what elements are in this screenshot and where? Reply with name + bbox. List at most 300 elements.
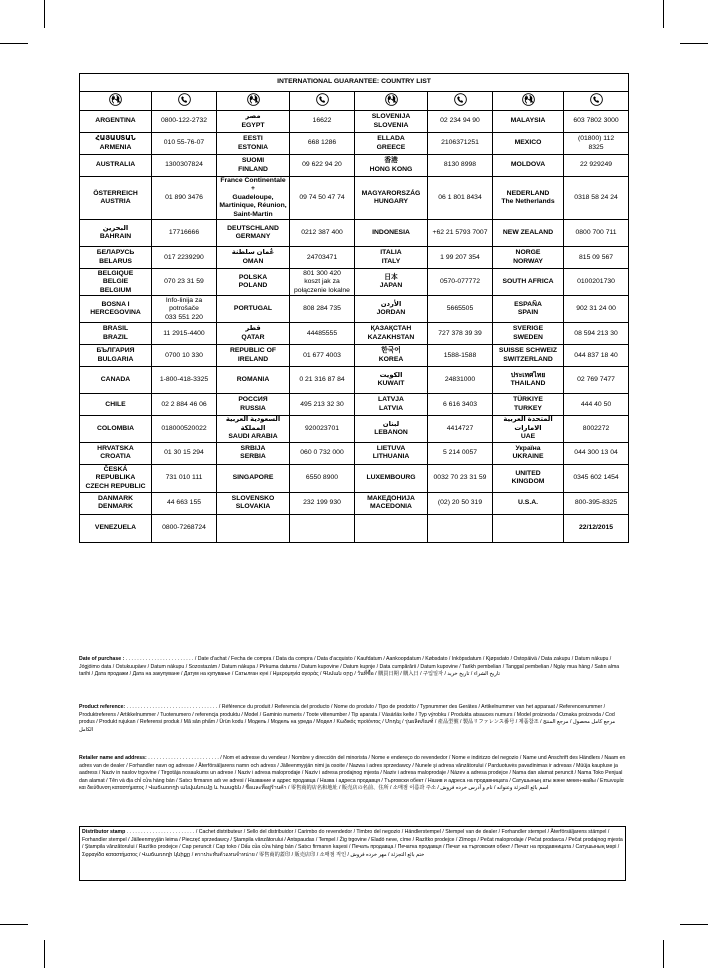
phone-number-cell	[152, 247, 217, 269]
phone-number: Info-linija za	[165, 296, 203, 304]
phone-number-cell	[152, 220, 217, 247]
phone-number: 0570-077772	[439, 278, 481, 286]
country-name: FINLAND	[238, 165, 268, 173]
country-name-cell	[217, 367, 290, 394]
country-name-cell	[493, 155, 564, 177]
phone-number: 5 214 0057	[442, 449, 478, 457]
country-name-cell	[493, 133, 564, 155]
country-name: ARMENIA	[99, 143, 132, 151]
phone-icon	[590, 93, 603, 106]
phone-number: 902 31 24 00	[576, 305, 616, 313]
phone-number-cell	[290, 345, 355, 367]
country-name: INDONESIA	[372, 229, 410, 237]
country-name-cell	[80, 492, 152, 514]
phone-number-cell	[564, 247, 629, 269]
country-name: ՀԱՅԱՍՏԱՆ	[95, 135, 136, 143]
table-row	[80, 111, 629, 133]
phone-number: 1300307824	[165, 161, 203, 169]
phone-number-cell	[152, 367, 217, 394]
country-name: SWITZERLAND	[503, 355, 553, 363]
phone-number: 24703471	[306, 253, 338, 261]
country-name-cell	[217, 442, 290, 464]
country-name-cell	[493, 177, 564, 220]
phone-number-cell	[428, 394, 493, 416]
country-name: UAE	[520, 433, 536, 441]
phone-number: 033 551 220	[165, 313, 203, 321]
country-name-cell	[217, 177, 290, 220]
country-name: HRVATSKA	[97, 444, 134, 452]
country-name-cell	[355, 269, 428, 296]
country-name-cell	[217, 394, 290, 416]
phone-number-cell	[564, 155, 629, 177]
crop-mark	[680, 924, 708, 925]
phone-number: 4414727	[446, 424, 474, 432]
country-name: SRBIJA	[240, 444, 266, 452]
page-title: INTERNATIONAL GUARANTEE: COUNTRY LIST	[80, 74, 629, 92]
country-name: MALAYSIA	[510, 117, 546, 125]
phone-number: 0800 700 711	[575, 229, 617, 237]
phone-number-cell	[428, 345, 493, 367]
country-name-cell	[80, 155, 152, 177]
country-name: BELARUS	[99, 257, 132, 265]
country-name-cell	[80, 442, 152, 464]
table-row	[80, 345, 629, 367]
country-name-cell	[217, 416, 290, 442]
country-name: SLOVAKIA	[235, 503, 271, 511]
country-name: KUWAIT	[377, 380, 405, 388]
country-name-cell	[80, 247, 152, 269]
phone-number: 668 1286	[307, 139, 337, 147]
icon-cell	[217, 92, 290, 111]
country-name: THAILAND	[510, 380, 546, 388]
icon-cell	[355, 92, 428, 111]
phone-number-cell	[428, 220, 493, 247]
phone-number: +62 21 5793 7007	[432, 229, 488, 237]
country-name: MEXICO	[514, 139, 542, 147]
country-name: الأردن	[380, 300, 402, 308]
country-name: LUXEMBOURG	[366, 474, 416, 482]
country-name: SERBIA	[240, 453, 266, 461]
country-name: GREECE	[376, 143, 406, 151]
phone-number-cell	[564, 464, 629, 492]
phone-number: 24831000	[444, 376, 476, 384]
phone-number-cell	[428, 177, 493, 220]
country-name-cell	[493, 464, 564, 492]
phone-number-cell	[428, 492, 493, 514]
country-name-cell	[493, 220, 564, 247]
phone-icon	[178, 93, 191, 106]
country-name: БЕЛАРУСЬ	[96, 249, 135, 257]
stamp-text: . . . . . . . . . . . . . . . . . . . . . . . . / Cachet distributeur / Sello del distribuidor / Carimbo do revendedor / Timbro del negozio / Händlerstempel / Stempel van de dealer / Forhandler stempel / Återförsäljarens stämpel / Forhandler stempel / Jälleenmyyjän leima / Pieczęć sprzedawcy / Ştampila vânzătorului / Antspaudas / Tempel / Žig trgovine / Eladó neve, címe / Razítko prodejce / Zīmogs / Pečat maloprodaje / Pečat prodavca / Pečat prodajnog mjesta / Ştampila vânzătorului / Razítko prodejce / Cap peruncit / Cap toko / Dấu của cửa hàng bán / Satıcı firmanın kaşesi / Печать продавца / Печатка продавця / Печат на търговския обект / Печат на продавницата / Сатушының мөрі / Σφραγίδα καταστήματος / Վաճառողի կնիքը / ตราประทับตัวแทนจำหน่าย / 零售商的蓋印 / 販売店印 / 소매점 직인 / ختم بائع التجزئة / مهر خرده فروش	[82, 829, 623, 858]
phone-number: 0 21 316 87 84	[299, 376, 345, 384]
country-name: The Netherlands	[501, 198, 555, 206]
country-name-cell	[493, 296, 564, 323]
country-name: SPAIN	[517, 309, 539, 317]
phone-number-cell	[290, 296, 355, 323]
country-name: SWEDEN	[513, 333, 543, 341]
country-name-cell	[355, 394, 428, 416]
phone-number: 8002272	[582, 424, 610, 432]
table-row	[80, 247, 629, 269]
purchase-text: . . . . . . . . . . . . . . . . . . . . . . . . / Date d'achat / Fecha de compra / Data da compra / Data d'acquisto / Kaufdatum / Aankoopdatum / Købsdato / Inköpsdatum / Kjøpsdato / Ostopäivä / Data zakupu / Datum nákupu / Jógjóimo data / Ostukuupäev / Datum nákupu / Sozostazám / Datum nákupa / Pirkuma datums / Datum kupovine / Datum kupnje / Data cumpărării / Datum kupovine / Tarikh pembelian / Tanggal pembelian / Ngày mua hàng / Satın alma tarihi / Дата продажи / Дата на закупуване / Датум на купување / Сатылған күні / Ημερομηνία αγοράς / Գնման օրը / วันที่ซื้อ / 購買日期 / 購入日 / 구입일자 / تاريخ الشراء / تاريخ خرید	[79, 656, 620, 678]
country-name-cell	[80, 514, 152, 542]
country-name: BRAZIL	[103, 333, 128, 341]
country-name: AUSTRALIA	[95, 161, 136, 169]
country-name: BELGIQUE	[97, 269, 134, 277]
country-name: UNITED	[515, 469, 541, 477]
guarantee-sheet	[79, 73, 628, 543]
country-name: ARGENTINA	[95, 117, 136, 125]
phone-number: 1 99 207 354	[440, 253, 480, 261]
phone-number: 1-800-418-3325	[159, 376, 209, 384]
phone-number: 09 622 94 20	[302, 161, 342, 169]
table-row	[80, 514, 629, 542]
country-name-cell	[217, 133, 290, 155]
phone-number-cell	[564, 442, 629, 464]
country-name: السعودية العربية المملكة	[225, 416, 281, 432]
phone-number: 603 7802 3000	[573, 117, 619, 125]
crop-mark	[44, 940, 45, 968]
phone-number-cell	[290, 514, 355, 542]
phone-number-cell	[152, 345, 217, 367]
country-name: Saint-Martin	[233, 210, 273, 218]
country-name: CROATIA	[100, 453, 131, 461]
country-name-cell	[217, 492, 290, 514]
phone-number: 02 2 884 46 06	[161, 400, 207, 408]
country-name-cell	[217, 155, 290, 177]
stamp-label: Distributor stamp	[82, 829, 126, 835]
phone-number-cell	[564, 133, 629, 155]
country-name: Україна	[515, 444, 541, 452]
phone-number: 44 663 155	[166, 499, 202, 507]
country-name-cell	[217, 269, 290, 296]
country-name: 한국어	[381, 347, 401, 355]
phone-number: 11 2915-4400	[163, 329, 205, 337]
phone-number: 0700 10 330	[165, 351, 203, 359]
country-name: المتحدة العربية الامارات	[503, 416, 553, 432]
country-name: BELGIE	[102, 278, 129, 286]
phone-number: 6 616 3403	[442, 400, 478, 408]
phone-number-cell	[152, 111, 217, 133]
phone-number: 44485555	[306, 329, 338, 337]
country-name: Martinique, Réunion,	[219, 202, 287, 210]
country-name: РОССИЯ	[238, 396, 268, 404]
phone-number-cell	[564, 367, 629, 394]
country-name: CANADA	[100, 376, 131, 384]
country-name: ประเทศไทย	[510, 371, 546, 379]
icon-cell	[290, 92, 355, 111]
phone-number-cell	[152, 442, 217, 464]
phone-number-cell	[564, 296, 629, 323]
phone-number-cell	[152, 492, 217, 514]
phone-number: 08 594 213 30	[574, 329, 618, 337]
phone-number-cell	[428, 296, 493, 323]
country-name-cell	[493, 416, 564, 442]
phone-number-cell	[290, 394, 355, 416]
country-name-cell	[217, 247, 290, 269]
icon-cell	[493, 92, 564, 111]
country-name-cell	[493, 367, 564, 394]
phone-number-cell	[564, 177, 629, 220]
country-name: LATVIA	[378, 404, 404, 412]
country-name-cell	[355, 514, 428, 542]
phone-number-cell	[290, 133, 355, 155]
country-name-cell	[355, 111, 428, 133]
phone-number: 1588-1588	[443, 351, 477, 359]
phone-number-cell	[428, 416, 493, 442]
country-name-cell	[217, 464, 290, 492]
country-name-cell	[493, 247, 564, 269]
country-name-cell	[355, 323, 428, 345]
table-row	[80, 367, 629, 394]
country-name: ESTONIA	[237, 143, 269, 151]
country-name-cell	[80, 416, 152, 442]
country-name-cell	[493, 269, 564, 296]
phone-number: 22 929249	[579, 161, 613, 169]
country-name-cell	[217, 220, 290, 247]
phone-number-cell	[290, 111, 355, 133]
country-name-cell	[355, 442, 428, 464]
country-name-cell	[80, 367, 152, 394]
country-name: HUNGARY	[373, 198, 409, 206]
country-name: BELGIUM	[99, 286, 132, 294]
phone-number-cell	[564, 111, 629, 133]
phone-number: koszt jak za	[304, 278, 340, 286]
country-name: ITALY	[381, 257, 401, 265]
phone-number-cell	[428, 464, 493, 492]
country-name-cell	[80, 133, 152, 155]
phone-number: 5665505	[446, 305, 474, 313]
country-name: NEDERLAND	[506, 189, 550, 197]
table-row	[80, 133, 629, 155]
phone-number: 808 284 735	[303, 305, 341, 313]
country-name-cell	[493, 492, 564, 514]
phone-icon	[454, 93, 467, 106]
country-name: BOSNA I	[101, 300, 130, 308]
country-name: ELLADA	[377, 135, 405, 143]
phone-number-cell	[428, 269, 493, 296]
icon-cell	[428, 92, 493, 111]
globe-icon	[522, 93, 535, 106]
retailer-text: . . . . . . . . . . . . . . . . . . . . . . . . . / Nom et adresse du vendeur / Nombre y dirección del minorista / Nome e endereço do revendedor / Nome e indirizzo del negozio / Name und Anschrift des Händlers / Naam en adres van de dealer / Forhandler navn og adresse / Återförsäljarens namn och adress / Jälleenmyyjän nimi ja osoite / Nazwa i adres sprzedawcy / Nunele şi adresa vânzătorului / Parduotuvės pavadinimas ir adresas / Müüja kaupluse ja aadress / Naziv in naslov trgovine / Tirgotāja nosaukums un adrese / Naziv i adresa maloprodaje / Naziv i adresa prodajnog mjesta / Naziv i adresa maloprodaje / Název a adresa prodejce / Nama dan alamat peruncit / Nama Toko Penjual dan alamat / Tên và địa chỉ cửa hàng bán / Satıcı firmanın adı ve adresi / Название и адрес продавца / Назва і адреса продавця / Търговски обект / Назив и адреса на продавницата / Сатушының аты және мекен-жайы / Επωνυμία και διεύθυνση καταστήματος / Վաճառողի անվանումը և հասցեն / ชื่อและที่อยู่ร้านค้า / 零售商的店名和地址 / 販売店の名前、住所 / 소매점 이름과 주소 / اسم بائع التجزئة وعنوانه / نام و آدرس خرده فروش	[79, 755, 626, 792]
phone-number: 010 55-76-07	[163, 139, 205, 147]
phone-number: 044 300 13 04	[574, 449, 618, 457]
country-name: REPUBLIKA	[95, 474, 136, 482]
phone-number: 801 300 420	[303, 269, 341, 277]
phone-number: 0800-7268724	[162, 524, 206, 532]
phone-number-cell	[564, 269, 629, 296]
country-name: SLOVENSKO	[231, 494, 275, 502]
phone-number: 6550 8900	[305, 474, 339, 482]
phone-number: 731 010 111	[165, 474, 203, 482]
country-name-cell	[355, 247, 428, 269]
icon-cell	[80, 92, 152, 111]
country-name-cell	[80, 296, 152, 323]
country-name: OMAN	[242, 257, 264, 265]
phone-number-cell	[152, 416, 217, 442]
country-name-cell	[217, 323, 290, 345]
table-row	[80, 416, 629, 442]
phone-number-cell	[290, 323, 355, 345]
country-name: POLAND	[238, 282, 268, 290]
phone-number: 0212 387 400	[301, 229, 343, 237]
phone-number: 01 30 15 294	[164, 449, 204, 457]
country-name: BAHRAIN	[99, 233, 132, 241]
country-name-cell	[217, 111, 290, 133]
country-name: NORWAY	[513, 257, 543, 265]
country-name: AUSTRIA	[100, 198, 131, 206]
country-name: LITHUANIA	[372, 453, 410, 461]
country-name: BRASIL	[102, 325, 129, 333]
phone-number: 0032 70 23 31 59	[433, 474, 487, 482]
country-name: 香港	[384, 157, 398, 165]
country-name-cell	[80, 177, 152, 220]
table-row	[80, 220, 629, 247]
phone-number: 920023701	[304, 424, 340, 432]
crop-mark	[680, 43, 708, 44]
country-name: CHILE	[105, 400, 126, 408]
phone-number-cell	[428, 367, 493, 394]
country-name: SVERIGE	[512, 325, 544, 333]
phone-number: 17716666	[168, 229, 200, 237]
table-row	[80, 442, 629, 464]
country-name: LIETUVA	[376, 444, 406, 452]
phone-number-cell	[290, 464, 355, 492]
country-name-cell	[80, 345, 152, 367]
phone-number-cell	[428, 155, 493, 177]
phone-number: 02 234 94 90	[440, 117, 480, 125]
globe-icon	[385, 93, 398, 106]
country-name: SINGAPORE	[232, 474, 274, 482]
phone-number-cell	[152, 514, 217, 542]
phone-number-cell	[564, 416, 629, 442]
country-name: قطر	[245, 325, 261, 333]
phone-number-cell	[152, 155, 217, 177]
country-name-cell	[493, 442, 564, 464]
country-name: CZECH REPUBLIC	[85, 482, 146, 490]
phone-number-cell	[564, 394, 629, 416]
phone-number-cell	[564, 323, 629, 345]
phone-number: 044 837 18 40	[574, 351, 618, 359]
country-name-cell	[355, 296, 428, 323]
country-name: KOREA	[378, 355, 404, 363]
product-reference-note	[79, 704, 628, 748]
phone-number-cell	[152, 394, 217, 416]
globe-icon	[247, 93, 260, 106]
phone-number: 0318 58 24 24	[574, 193, 618, 201]
country-name: SOUTH AFRICA	[502, 278, 554, 286]
country-name-cell	[355, 155, 428, 177]
country-name-cell	[355, 464, 428, 492]
table-row	[80, 394, 629, 416]
country-name-cell	[493, 514, 564, 542]
phone-number-cell	[290, 155, 355, 177]
table-row	[80, 323, 629, 345]
phone-number: potrošače	[169, 305, 199, 313]
country-name-cell	[355, 416, 428, 442]
phone-number-cell	[290, 367, 355, 394]
country-name: SLOVENIJA	[371, 113, 411, 121]
phone-number-cell	[290, 442, 355, 464]
country-name: MAGYARORSZÁG	[361, 189, 421, 197]
country-name-cell	[355, 492, 428, 514]
country-name: 日本	[384, 273, 398, 281]
country-name: HONG KONG	[369, 165, 413, 173]
table-row	[80, 177, 629, 220]
country-name: البحرين	[102, 224, 129, 232]
country-name: BULGARIA	[97, 355, 134, 363]
country-name: SLOVENIA	[373, 121, 409, 129]
retailer-note	[79, 755, 628, 821]
country-name: MACEDONIA	[370, 503, 412, 511]
retailer-label: Retailer name and address:	[79, 755, 147, 761]
phone-number-cell	[290, 220, 355, 247]
country-name: Guadeloupe,	[232, 193, 274, 201]
phone-number: 800-395-8325	[574, 499, 618, 507]
icon-cell	[564, 92, 629, 111]
country-name: VENEZUELA	[94, 524, 137, 532]
country-name: مصر	[245, 113, 261, 121]
country-name: France Continentale +	[220, 177, 286, 193]
phone-number-cell	[564, 220, 629, 247]
phone-number: 09 74 50 47 74	[299, 193, 345, 201]
table-row	[80, 155, 629, 177]
phone-number-cell	[290, 269, 355, 296]
country-name-cell	[355, 367, 428, 394]
table-row	[80, 464, 629, 492]
phone-number-cell	[290, 492, 355, 514]
distributor-stamp-box	[79, 826, 626, 881]
country-name: RUSSIA	[240, 404, 266, 412]
country-name: REPUBLIC OF	[229, 347, 277, 355]
country-table	[79, 73, 629, 543]
country-name-cell	[217, 514, 290, 542]
phone-number: 017 2239290	[164, 253, 204, 261]
country-name-cell	[355, 345, 428, 367]
country-name: МАКЕДОНИЈА	[367, 494, 415, 502]
phone-number-cell	[152, 296, 217, 323]
country-name: NEW ZEALAND	[502, 229, 554, 237]
country-name: TÜRKIYE	[513, 396, 543, 404]
country-name: LEBANON	[374, 429, 408, 437]
phone-number-cell	[152, 133, 217, 155]
country-name-cell	[355, 133, 428, 155]
country-name: SAUDI ARABIA	[228, 433, 278, 441]
country-name: KAZAKHSTAN	[367, 333, 415, 341]
crop-mark	[44, 0, 45, 28]
country-name: QATAR	[241, 333, 265, 341]
country-name-cell	[493, 323, 564, 345]
phone-number: 06 1 801 8434	[438, 193, 482, 201]
phone-number-cell	[152, 177, 217, 220]
phone-number-cell	[564, 514, 629, 542]
country-name-cell	[80, 111, 152, 133]
country-name-cell	[355, 177, 428, 220]
phone-number: 815 09 567	[579, 253, 614, 261]
phone-number-cell	[428, 133, 493, 155]
country-name: EESTI	[243, 135, 263, 143]
country-name: ESPAÑA	[514, 300, 542, 308]
phone-number-cell	[152, 269, 217, 296]
country-name: БЪЛГАРИЯ	[96, 347, 135, 355]
reference-text: . . . . . . . . . . . . . . . . . . . . . . . . . . . . . . . . / Référence du produit / Referencia del producto / Nome do produto / Tipo de prodotto / Typnummer des Gerätes / Artikelnummer van het apparaat / Referencenummer / Produktreferens / Artikkelnummer / Tuotenumero / referencja produktu / Model / Gaminio numeris / Toote viitenumber / Tip aparata / Vásárlás kelte / Typ výrobku / Produkta atsauces numurs / Model proizvoda / Oznaka proizvoda / Cod produs / Produkt rujukan / Referensi produk / Mã sản phẩm / Ürün kodu / Модель / Модель на уреда / Модел / Κωδικός προϊόντος / Մոդել / รุ่นผลิตภัณฑ์ / 產品型號 / 製品リファレンス番号 / 제품참조 / مرجع كامل محصول / مرجع المنتج الكامل	[79, 704, 616, 733]
country-name: HERCEGOVINA	[90, 309, 141, 317]
country-name: JAPAN	[379, 282, 403, 290]
phone-number-cell	[152, 323, 217, 345]
country-name: ROMANIA	[236, 376, 270, 384]
country-name: ITALIA	[380, 249, 402, 257]
phone-number-cell	[428, 111, 493, 133]
